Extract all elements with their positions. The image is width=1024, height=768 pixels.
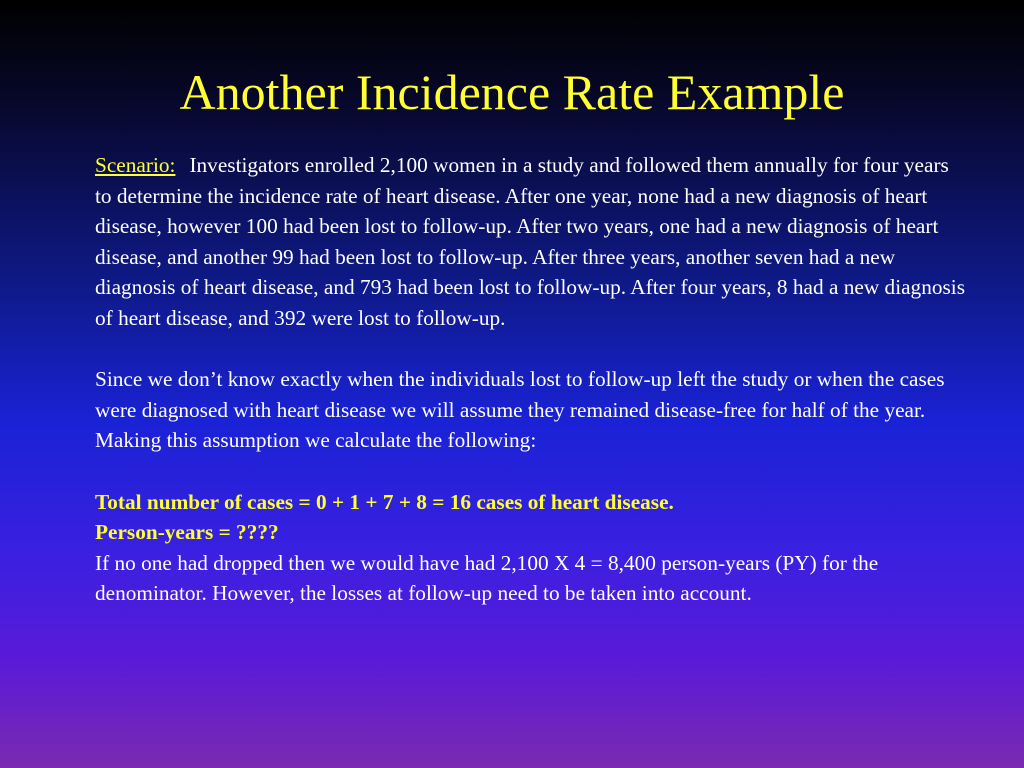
person-years-line: Person-years = ???? bbox=[95, 520, 279, 545]
slide-content bbox=[95, 150, 965, 609]
scenario-label: Scenario: bbox=[95, 153, 176, 177]
total-cases-line: Total number of cases = 0 + 1 + 7 + 8 = 16 cases of heart disease. bbox=[95, 489, 674, 514]
slide-title: Another Incidence Rate Example bbox=[179, 64, 845, 120]
denominator-text: If no one had dropped then we would have had 2,100 X 4 = 8,400 person-years (PY) for the denominator. However, the losses at follow-up need to be taken into account. bbox=[95, 550, 879, 606]
scenario-text: Investigators enrolled 2,100 women in a study and followed them annually for four years to determine the incidence rate of heart disease. After one year, none had a new diagnosis of heart disease, however 100 had been lost to follow-up. After two years, one had a new diagnosis of heart disease, and another 99 had been lost to follow-up. After three years, another seven had a new diagnosis of heart disease, and 793 had been lost to follow-up. After four years, 8 had a new diagnosis of heart disease, and 392 were lost to follow-up. bbox=[95, 153, 966, 330]
scenario-paragraph bbox=[95, 150, 965, 334]
assumption-paragraph: Since we don’t know exactly when the individuals lost to follow-up left the study or when the cases were diagnosed with heart disease we will assume they remained disease-free for half of the year. Making this assumption we calculate the following: bbox=[95, 367, 945, 453]
calculation-block bbox=[95, 487, 965, 609]
